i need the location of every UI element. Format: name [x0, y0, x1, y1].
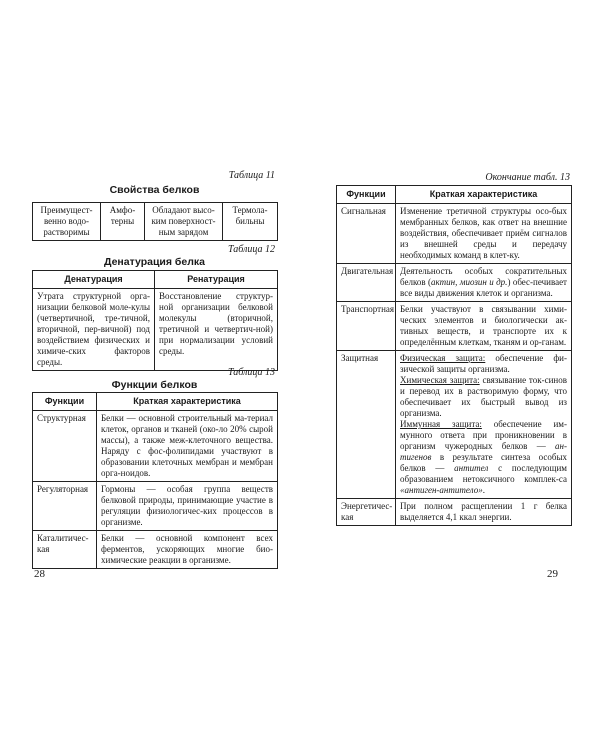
table-row — [337, 351, 572, 499]
function-description: Белки — основной компонент всех ферментов, ускоряющих многие био-химические реакции в организме. — [97, 531, 278, 569]
table-12 — [32, 270, 278, 371]
column-header: Краткая характеристика — [97, 393, 278, 411]
function-description: Изменение третичной структуры осо-бых мембранных белков, как ответ на внешние воздействия, обеспечивает приём сигналов из внешней среды и передачу необходимых команд в клет-ку. — [396, 204, 572, 264]
table-11-title: Свойства белков — [109, 184, 200, 196]
table-row — [337, 204, 572, 264]
table-13-continued-caption: Окончание табл. 13 — [485, 172, 570, 183]
table-12-caption: Таблица 12 — [228, 244, 275, 255]
table-cell: Преимущест-венно водо-растворимы — [33, 203, 101, 241]
function-description — [396, 264, 572, 302]
table-row — [337, 499, 572, 526]
table-row — [337, 302, 572, 351]
function-name: Энергетичес-кая — [337, 499, 396, 526]
text-run: связывание ток-синов и перевод их в растворимую форму, что обеспечивает их быстрый вывод из организма. — [400, 375, 567, 418]
table-header-row — [33, 271, 278, 289]
table-13 — [32, 392, 278, 569]
column-header: Функции — [33, 393, 97, 411]
function-description: Белки участвуют в связывании хими-ческих элементов и биологически ак-тивных веществ, и транспорте их к определённым клеткам, тканям и ор-ганам. — [396, 302, 572, 351]
table-11-caption: Таблица 11 — [228, 170, 275, 181]
text-run: обеспечение им-мунного ответа при проникновении в организм чужеродных белков — — [400, 419, 567, 451]
chemical-protection-paragraph — [400, 375, 567, 419]
function-description: Гормоны — особая группа веществ белковой природы, принимающие участие в регуляции физиологичес-ких процессов в организме. — [97, 482, 278, 531]
table-cell: Утрата структурной орга-низации белковой моле-кулы (четвертичной, тре-тичной, вторичной, пер-вичной) под воздействием физических и химиче-ских факторов среды. — [33, 289, 155, 371]
italic-term: актин, миозин и др. — [431, 277, 508, 287]
table-row — [33, 289, 278, 371]
column-header: Денатурация — [33, 271, 155, 289]
function-name: Защитная — [337, 351, 396, 499]
table-row — [337, 264, 572, 302]
function-name: Регуляторная — [33, 482, 97, 531]
function-name: Транспортная — [337, 302, 396, 351]
table-header-row — [337, 186, 572, 204]
table-row — [33, 482, 278, 531]
table-row — [33, 203, 278, 241]
italic-term: «антиген-антитело» — [400, 485, 483, 495]
table-cell: Амфо-терны — [101, 203, 145, 241]
immune-protection-paragraph — [400, 419, 567, 496]
underlined-term: Физическая защита: — [400, 353, 486, 363]
function-name: Сигнальная — [337, 204, 396, 264]
italic-term: антител — [454, 463, 489, 473]
table-row — [33, 411, 278, 482]
function-name: Каталитичес-кая — [33, 531, 97, 569]
text-run: Деятельность особых сократительных белков ( — [400, 266, 567, 287]
table-cell: Термола-бильны — [223, 203, 278, 241]
text-run: в результате синтеза особых белков — — [400, 452, 567, 473]
table-13-caption: Таблица 13 — [228, 367, 275, 378]
italic-term: ан-тигенов — [400, 441, 567, 462]
table-13-continued — [336, 185, 572, 526]
table-13-title: Функции белков — [111, 379, 198, 391]
text-run: ) обес-печивает все виды движения клеток и организма. — [400, 277, 567, 298]
page-number: 28 — [34, 568, 45, 580]
function-description — [396, 351, 572, 499]
underlined-term: Иммунная защита: — [400, 419, 482, 429]
page-number: 29 — [547, 568, 558, 580]
function-name: Двигательная — [337, 264, 396, 302]
function-description: При полном расщеплении 1 г белка выделяется 4,1 ккал энергии. — [396, 499, 572, 526]
function-description: Белки — основной строительный ма-териал клеток, органов и тканей (око-ло 20% сырой массы), а также меж-клеточного вещества. Наряду с фос-фолипидами участвуют в образовании клеточных мембран и мембран орга-ноидов. — [97, 411, 278, 482]
table-12-title: Денатурация белка — [103, 256, 206, 268]
column-header: Краткая характеристика — [396, 186, 572, 204]
column-header: Ренатурация — [155, 271, 278, 289]
right-page — [300, 0, 600, 750]
column-header: Функции — [337, 186, 396, 204]
table-cell: Обладают высо-ким поверхност-ным зарядом — [145, 203, 223, 241]
table-header-row — [33, 393, 278, 411]
text-run: . — [482, 485, 485, 495]
table-11 — [32, 202, 278, 241]
physical-protection-paragraph — [400, 353, 567, 375]
text-run: обеспечение фи-зической защиты организма. — [400, 353, 567, 374]
table-cell: Восстановление структур-ной организации белковой молекулы (вторичной, третичной и четвертич-ной) при нормализации условий среды. — [155, 289, 278, 371]
underlined-term: Химическая защита: — [400, 375, 480, 385]
table-row — [33, 531, 278, 569]
function-name: Структурная — [33, 411, 97, 482]
text-run: с последующим образованием нетоксичного комплек-са — [400, 463, 567, 484]
